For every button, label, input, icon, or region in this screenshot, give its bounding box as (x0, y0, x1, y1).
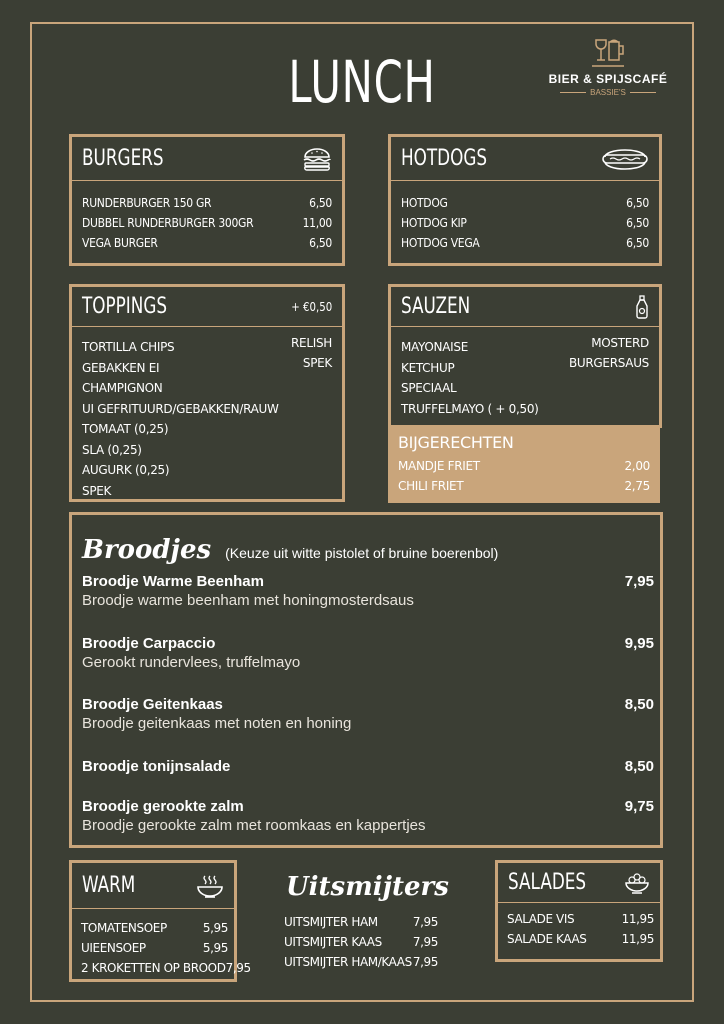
menu-item: TOMATENSOEP 5,95 (81, 921, 228, 935)
topping-item: SPEK (82, 483, 112, 498)
menu-item: UITSMIJTER KAAS 7,95 (284, 935, 438, 949)
topping-item: CHAMPIGNON (82, 381, 163, 395)
menu-item: RUNDERBURGER 150 GR 6,50 (82, 196, 332, 210)
burger-icon (302, 147, 332, 171)
topping-item: UI GEFRITUURD/GEBAKKEN/RAUW (82, 401, 279, 416)
sauce-item: MOSTERD (591, 336, 649, 350)
bijgerechten-section (388, 425, 660, 503)
sauce-item: KETCHUP (401, 360, 455, 375)
topping-item: TORTILLA CHIPS (82, 340, 175, 354)
menu-item: HOTDOG KIP 6,50 (401, 216, 649, 230)
salades-section (495, 860, 663, 962)
burgers-header (72, 137, 342, 181)
broodje-item: Broodje Geitenkaas 8,50 Broodje geitenkaas met noten en honing (82, 696, 654, 732)
hotdog-icon (601, 148, 649, 170)
bijgerechten-title: BIJGERECHTEN (398, 433, 514, 452)
menu-item: SALADE KAAS 11,95 (507, 932, 654, 946)
menu-item: UITSMIJTER HAM 7,95 (284, 915, 438, 929)
toppings-price-note: + €0,50 (291, 299, 332, 314)
menu-item: CHILI FRIET 2,75 (398, 479, 650, 493)
warm-title: WARM (82, 873, 136, 898)
broodjes-note: (Keuze uit witte pistolet of bruine boerenbol) (225, 545, 499, 561)
burgers-title: BURGERS (82, 146, 164, 171)
warm-header (72, 863, 234, 909)
salades-header (498, 863, 660, 903)
broodje-item: Broodje gerookte zalm 9,75 Broodje gerookte zalm met roomkaas en kappertjes (82, 798, 654, 834)
broodjes-section (69, 512, 663, 848)
logo-subtitle: BASSIE'S (548, 88, 668, 97)
topping-item: SPEK (302, 356, 332, 370)
burgers-section (69, 134, 345, 266)
sauzen-header (391, 287, 659, 327)
sauzen-title: SAUZEN (401, 294, 471, 319)
toppings-section (69, 284, 345, 502)
logo-name: BIER & SPIJSCAFÉ (548, 72, 668, 86)
menu-item: HOTDOG VEGA 6,50 (401, 236, 649, 250)
salades-title: SALADES (508, 870, 587, 895)
hotdogs-section (388, 134, 662, 266)
sauce-item: TRUFFELMAYO ( + 0,50) (401, 401, 539, 416)
menu-item: SALADE VIS 11,95 (507, 912, 654, 926)
page-title: LUNCH (288, 48, 436, 116)
logo (548, 36, 668, 97)
topping-item: GEBAKKEN EI (82, 360, 160, 375)
menu-item: MANDJE FRIET 2,00 (398, 459, 650, 473)
uitsmijters-section (278, 872, 449, 972)
menu-item: VEGA BURGER 6,50 (82, 236, 332, 250)
broodjes-title: Broodjes (82, 535, 212, 565)
uitsmijters-title: Uitsmijters (286, 872, 449, 902)
menu-item: UITSMIJTER HAM/KAAS 7,95 (284, 955, 438, 969)
sauce-item: BURGERSAUS (568, 356, 649, 370)
broodje-item: Broodje Carpaccio 9,95 Gerookt rundervlees, truffelmayo (82, 635, 654, 671)
menu-item: HOTDOG 6,50 (401, 196, 649, 210)
sauce-item: SPECIAAL (401, 381, 457, 395)
topping-item: RELISH (291, 336, 332, 350)
menu-item: UIEENSOEP 5,95 (81, 941, 228, 955)
toppings-header (72, 287, 342, 327)
sauce-item: MAYONAISE (401, 340, 468, 354)
hotdogs-title: HOTDOGS (401, 146, 488, 171)
broodje-item: Broodje Warme Beenham 7,95 Broodje warme beenham met honingmosterdsaus (82, 573, 654, 609)
beer-glass-logo-icon (588, 36, 628, 70)
hotdogs-header (391, 137, 659, 181)
topping-item: AUGURK (0,25) (82, 463, 170, 477)
topping-item: SLA (0,25) (82, 442, 142, 457)
toppings-title: TOPPINGS (82, 294, 168, 319)
sauzen-section (388, 284, 662, 428)
salad-bowl-icon (624, 872, 650, 894)
soup-bowl-icon (196, 874, 224, 898)
warm-section (69, 860, 251, 982)
topping-item: TOMAAT (0,25) (82, 422, 169, 436)
menu-item: 2 KROKETTEN OP BROOD 7,95 (81, 961, 251, 975)
sauce-bottle-icon (635, 295, 649, 319)
broodje-item: Broodje tonijnsalade 8,50 (82, 758, 654, 775)
menu-item: DUBBEL RUNDERBURGER 300GR 11,00 (82, 216, 332, 230)
